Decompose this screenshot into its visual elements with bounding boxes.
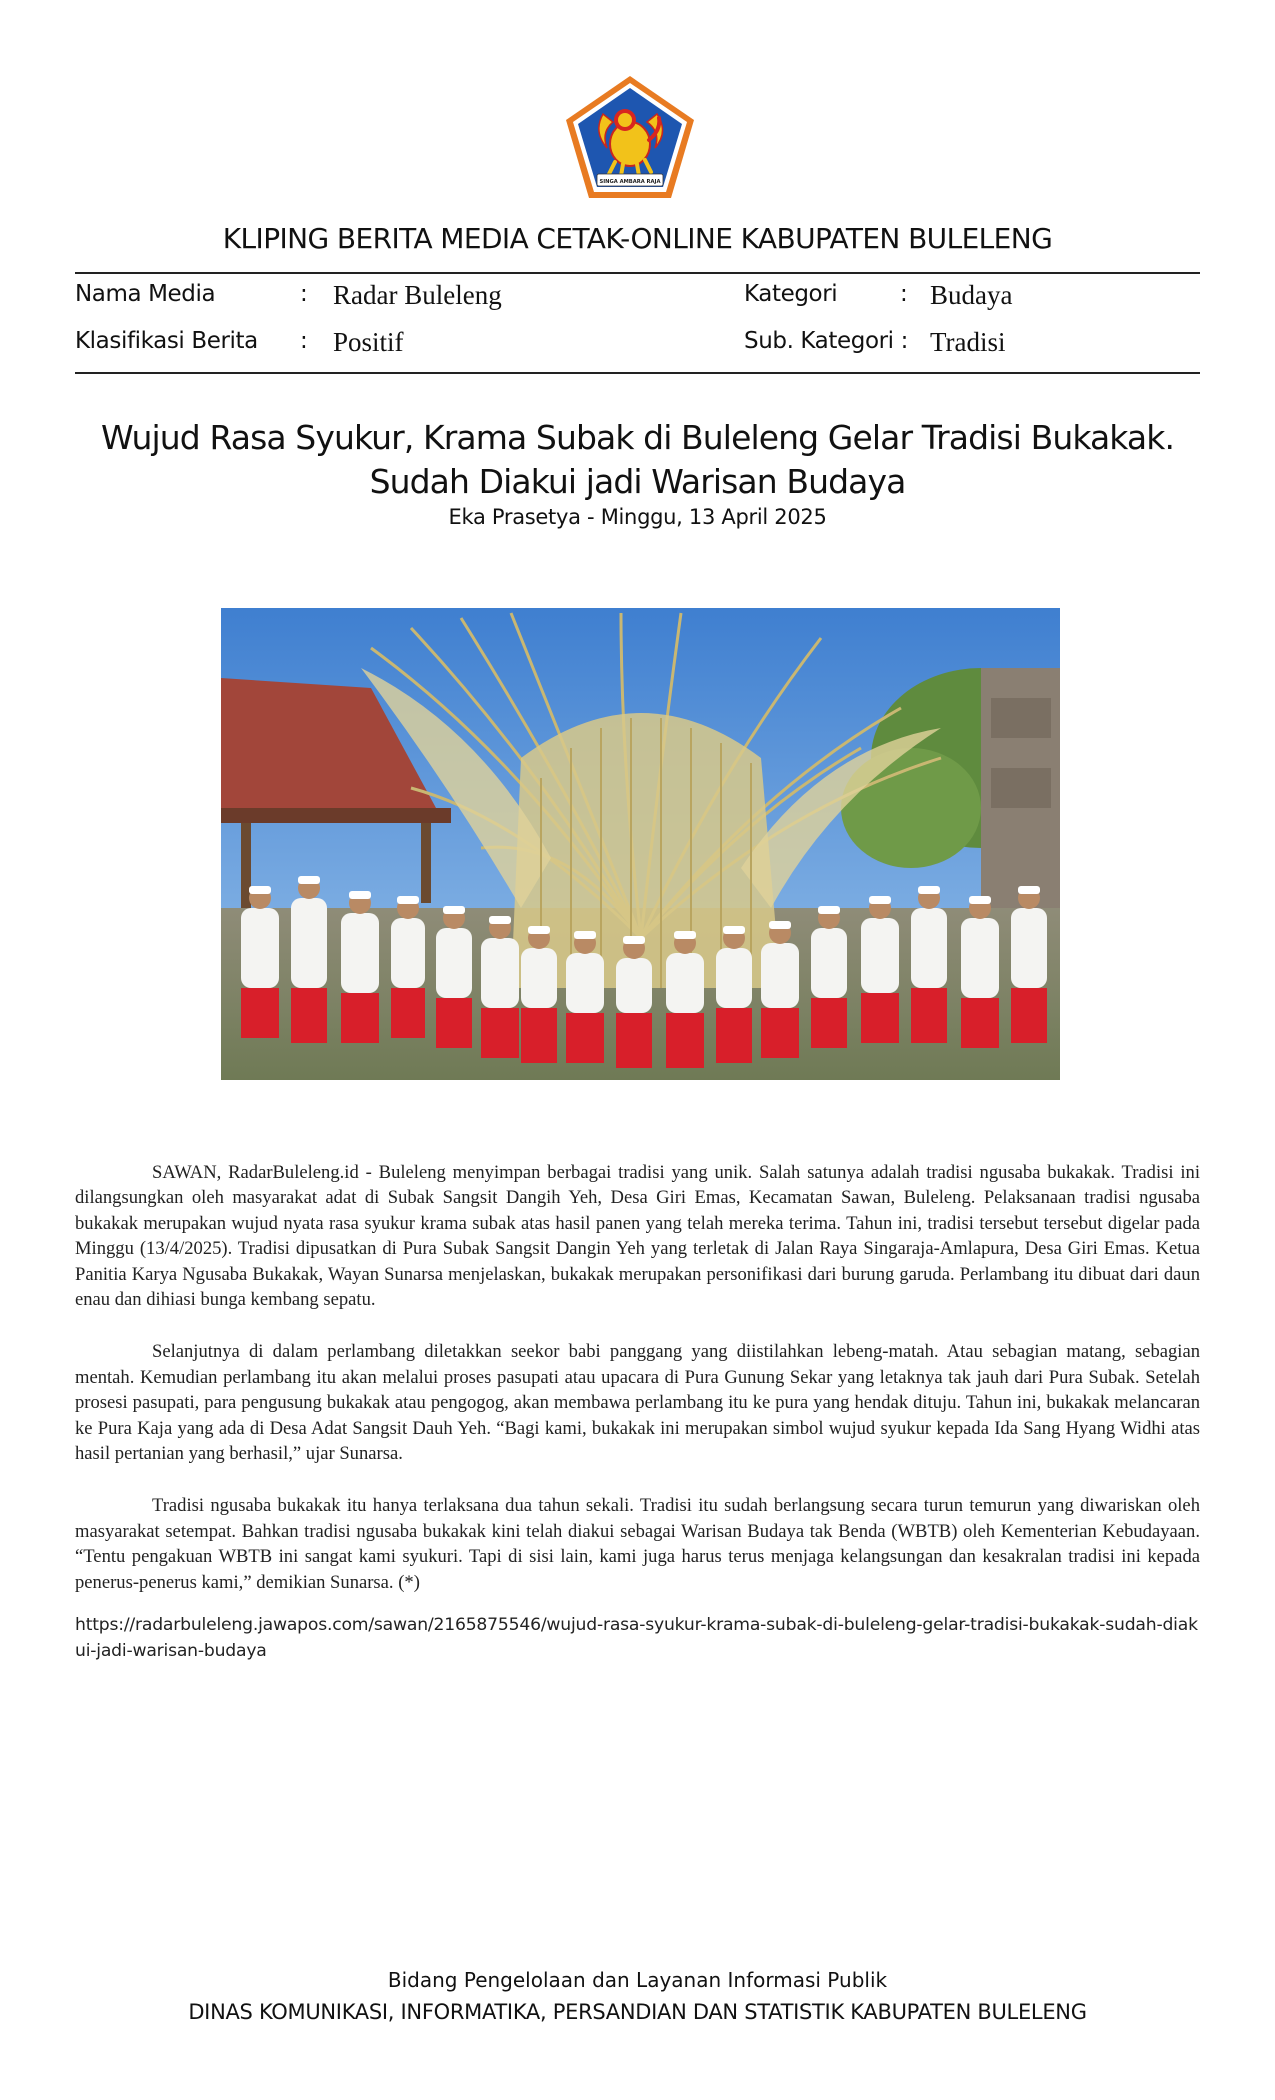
source-url-link[interactable]: https://radarbuleleng.jawapos.com/sawan/2165875546/wujud-rasa-syukur-krama-subak-di-buleleng-gelar-tradisi-bukakak-sudah-diakui-jadi-warisan-budaya [75, 1615, 1198, 1661]
header-rule-top [75, 272, 1200, 274]
article-paragraph-1: SAWAN, RadarBuleleng.id - Buleleng menyimpan berbagai tradisi yang unik. Salah satunya adalah tradisi ngusaba bukakak. Tradisi ini dilangsungkan oleh masyarakat adat di Subak Sangsit Dangih Yeh, Desa Giri Emas, Kecamatan Sawan, Buleleng. Pelaksanaan tradisi ngusaba bukakak merupakan wujud nyata rasa syukur krama subak atas hasil panen yang telah mereka terima. Tahun ini, tradisi tersebut tersebut digelar pada Minggu (13/4/2025). Tradisi dipusatkan di Pura Subak Sangsit Dangin Yeh yang terletak di Jalan Raya Singaraja-Amlapura, Desa Giri Emas. Ketua Panitia Karya Ngusaba Bukakak, Wayan Sunarsa menjelaskan, bukakak merupakan personifikasi dari burung garuda. Perlambang itu dibuat dari daun enau dan dihiasi bunga kembang sepatu. [75, 1162, 1200, 1311]
classification-colon: : [300, 328, 308, 354]
category-colon: : [900, 281, 908, 307]
bukakak-procession-photo [221, 608, 1060, 1080]
classification-value: Positif [333, 327, 404, 357]
footer-division: Bidang Pengelolaan dan Layanan Informasi Publik [387, 1968, 888, 1992]
article-title-line1: Wujud Rasa Syukur, Krama Subak di Buleleng Gelar Tradisi Bukakak. [100, 418, 1175, 457]
article-title [0, 416, 1275, 504]
category-label: Kategori [744, 281, 838, 307]
subcategory-label: Sub. Kategori : [744, 328, 908, 354]
media-name-label: Nama Media [75, 281, 216, 307]
media-name-colon: : [300, 281, 308, 307]
article-paragraph-3: Tradisi ngusaba bukakak itu hanya terlaksana dua tahun sekali. Tradisi itu sudah berlangsung secara turun temurun yang diwariskan oleh masyarakat setempat. Bahkan tradisi ngusaba bukakak kini telah diakui sebagai Warisan Budaya tak Benda (WBTB) oleh Kementerian Kebudayaan. “Tentu pengakuan WBTB ini sangat kami syukuri. Tapi di sisi lain, kami juga harus terus menjaga kelangsungan dan kesakralan tradisi ini kepada penerus-penerus kami,” demikian Sunarsa. (*) [75, 1495, 1200, 1593]
article-paragraph-2: Selanjutnya di dalam perlambang diletakkan seekor babi panggang yang diistilahkan lebeng-matah. Atau sebagian matang, sebagian mentah. Kemudian perlambang itu akan melalui proses pasupati atau upacara di Pura Gunung Sekar yang letaknya tak jauh dari Pura Subak. Setelah prosesi pasupati, para pengusung bukakak atau pengogog, akan membawa perlambang itu ke pura yang hendak dituju. Tahun ini, bukakak melancaran ke Pura Kaja yang ada di Desa Adat Sangsit Dauh Yeh. “Bagi kami, bukakak ini merupakan simbol wujud syukur kepada Ida Sang Hyang Widhi atas hasil pertanian yang berhasil,” ujar Sunarsa. [75, 1341, 1200, 1465]
emblem-motto: SINGA AMBARA RAJA [599, 179, 661, 185]
media-name-value: Radar Buleleng [333, 280, 502, 310]
article-title-line2: Sudah Diakui jadi Warisan Budaya [369, 462, 906, 501]
header-rule-bottom [75, 372, 1200, 374]
article-body [75, 1160, 1200, 1622]
classification-label: Klasifikasi Berita [75, 328, 258, 354]
article-byline: Eka Prasetya - Minggu, 13 April 2025 [448, 505, 827, 529]
subcategory-value: Tradisi [930, 327, 1006, 357]
regency-emblem-logo [563, 74, 697, 202]
footer-agency: DINAS KOMUNIKASI, INFORMATIKA, PERSANDIAN DAN STATISTIK KABUPATEN BULELENG [188, 2000, 1087, 2024]
emblem-icon [563, 74, 697, 202]
clipping-header-title: KLIPING BERITA MEDIA CETAK-ONLINE KABUPATEN BULELENG [222, 222, 1053, 255]
photo-illustration [221, 608, 1060, 1080]
category-value: Budaya [930, 280, 1013, 310]
